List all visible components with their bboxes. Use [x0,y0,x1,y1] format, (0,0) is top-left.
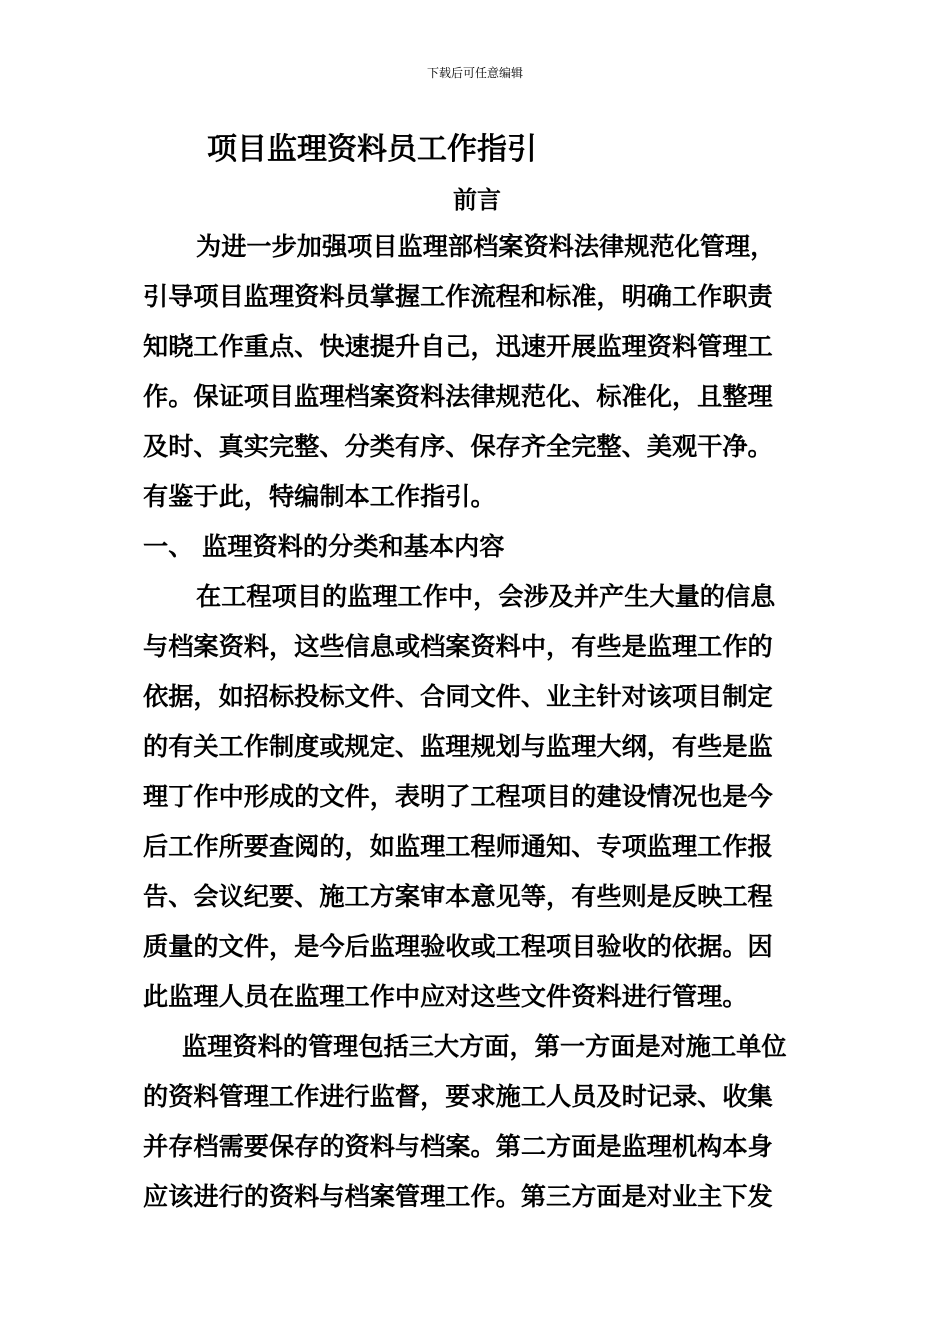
header-note: 下载后可任意编辑 [426,66,523,80]
body-line: 引导项目监理资料员掌握工作流程和标准，明确工作职责 [143,281,773,311]
body-line: 并存档需要保存的资料与档案。第二方面是监理机构本身 [143,1131,773,1161]
body-line: 为进一步加强项目监理部档案资料法律规范化管理， [196,231,776,261]
body-line: 监理资料的管理包括三大方面，第一方面是对施工单位 [182,1031,787,1061]
body-line: 理丁作中形成的文件，表明了工程项目的建设情况也是今 [143,781,773,811]
body-line: 后工作所要查阅的，如监理工程师通知、专项监理工作报 [143,831,773,861]
body-line: 与档案资料，这些信息或档案资料中，有些是监理工作的 [143,631,773,661]
section-heading: 一、 监理资料的分类和基本内容 [143,531,505,561]
body-line: 及时、真实完整、分类有序、保存齐全完整、美观干净。 [143,431,773,461]
preface-heading: 前言 [453,185,501,214]
body-line: 依据，如招标投标文件、合同文件、业主针对该项目制定 [143,681,773,711]
body-line: 知晓工作重点、快速提升自己，迅速开展监理资料管理工 [143,331,773,361]
body-line: 的有关工作制度或规定、监理规划与监理大纲，有些是监 [143,731,773,761]
body-line: 应该进行的资料与档案管理工作。第三方面是对业主下发 [143,1181,773,1211]
body-line: 有鉴于此，特编制本工作指引。 [143,481,496,511]
body-line: 在工程项目的监理工作中，会涉及并产生大量的信息 [196,581,776,611]
body-line: 的资料管理工作进行监督，要求施工人员及时记录、收集 [143,1081,773,1111]
body-line: 质量的文件，是今后监理验收或工程项目验收的依据。因 [143,931,773,961]
body-line: 告、会议纪要、施工方案审本意见等，有些则是反映工程 [143,881,773,911]
body-line: 此监理人员在监理工作中应对这些文件资料进行管理。 [143,981,748,1011]
body-line: 作。保证项目监理档案资料法律规范化、标准化，且整理 [143,381,773,411]
document-title: 项目监理资料员工作指引 [207,132,537,167]
